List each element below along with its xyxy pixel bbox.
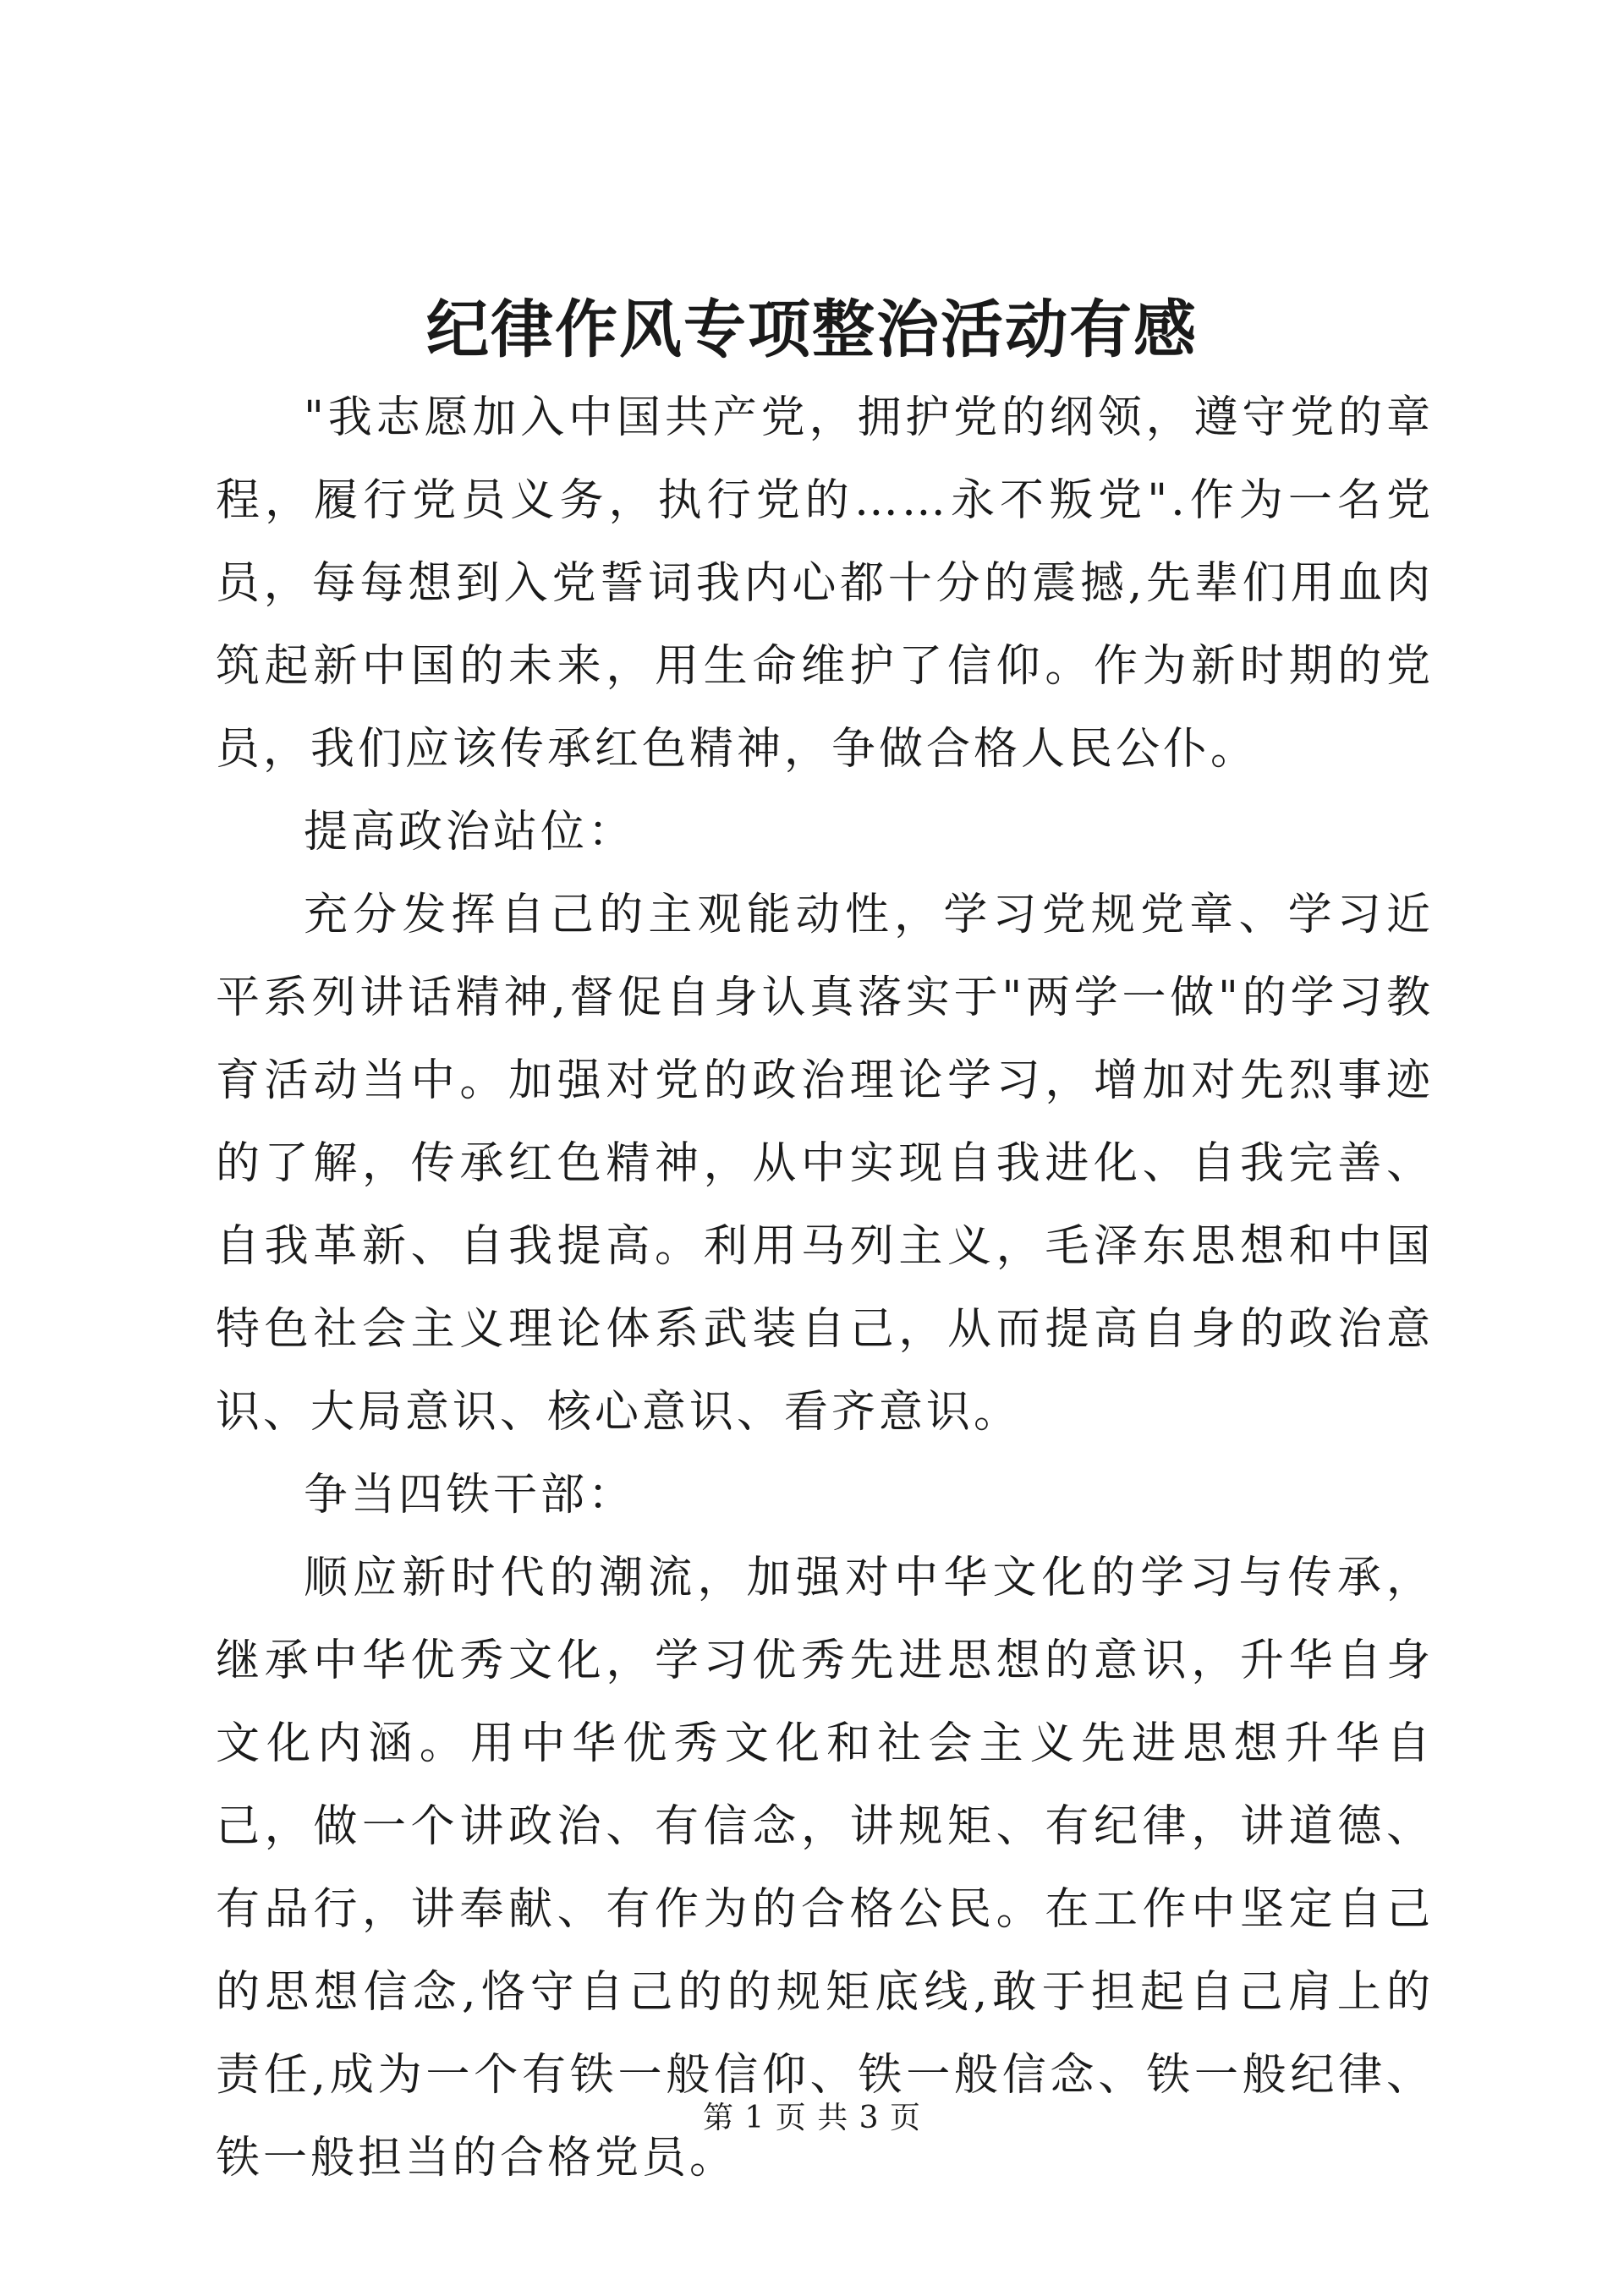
page-title: 纪律作风专项整治活动有感 [426,293,1198,366]
paragraph-political-stance: 充分发挥自己的主观能动性，学习党规党章、学习近平系列讲话精神,督促自身认真落实于"两学一做"的学习教育活动当中。加强对党的政治理论学习，增加对先烈事迹的了解，传承红色精神，从中实现自我进化、自我完善、自我革新、自我提高。利用马列主义，毛泽东思想和中国特色社会主义理论体系武装自己，从而提高自身的政治意识、大局意识、核心意识、看齐意识。 [216,890,1434,1438]
paragraph-intro: "我志愿加入中国共产党，拥护党的纲领，遵守党的章程，履行党员义务，执行党的……永不叛党".作为一名党员，每每想到入党誓词我内心都十分的震撼,先辈们用血肉筑起新中国的未来，用生命维护了信仰。作为新时期的党员，我们应该传承红色精神，争做合格人民公仆。 [216,392,1434,775]
document-body [216,376,1434,2200]
section-heading-political-stance: 提高政治站位： [304,807,636,858]
page-number-footer: 第 1 页 共 3 页 [702,2101,922,2135]
paragraph-four-iron-cadres: 顺应新时代的潮流，加强对中华文化的学习与传承，继承中华优秀文化，学习优秀先进思想的意识，升华自身文化内涵。用中华优秀文化和社会主义先进思想升华自己，做一个讲政治、有信念，讲规矩、有纪律，讲道德、有品行，讲奉献、有作为的合格公民。在工作中坚定自己的思想信念,恪守自己的的规矩底线,敢于担起自己肩上的责任,成为一个有铁一般信仰、铁一般信念、铁一般纪律、铁一般担当的合格党员。 [216,1553,1434,2184]
section-heading-four-iron-cadres: 争当四铁干部： [304,1470,636,1521]
